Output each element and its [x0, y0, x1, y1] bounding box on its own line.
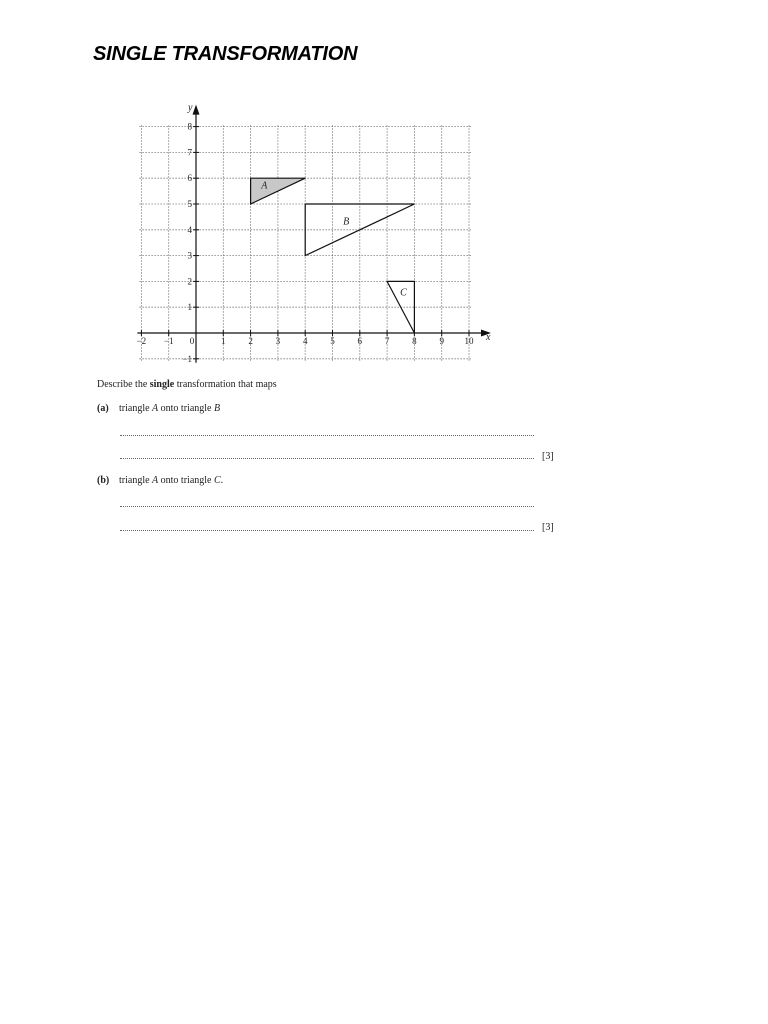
triangle-label-a: A	[261, 180, 268, 192]
x-tick-label: 6	[357, 336, 363, 346]
y-tick-label: 3	[187, 250, 192, 261]
y-tick-label: 7	[187, 147, 192, 158]
triangle-a	[251, 178, 306, 204]
x-tick-label: 2	[248, 336, 253, 346]
y-tick-label: 8	[187, 121, 192, 132]
page-title: SINGLE TRANSFORMATION	[93, 43, 358, 65]
answer-line-a1[interactable]	[120, 435, 534, 436]
y-axis-label: y	[188, 102, 193, 114]
x-axis-label: x	[486, 332, 491, 343]
x-tick-label: 0	[189, 336, 195, 346]
x-tick-label: 9	[439, 336, 444, 346]
y-axis-arrow	[193, 105, 200, 115]
x-tick-label: 5	[330, 336, 335, 346]
x-tick-label: 7	[384, 336, 390, 346]
y-tick-label: 6	[187, 173, 192, 184]
x-tick-label: 3	[275, 336, 281, 346]
answer-line-b1[interactable]	[120, 506, 534, 507]
triangle-label-c: C	[400, 287, 407, 299]
marks-b: [3]	[542, 522, 554, 533]
y-tick-label: 2	[187, 276, 192, 287]
y-tick-label: 5	[187, 199, 192, 209]
question-part-b: (b) triangle A onto triangle C.	[97, 475, 224, 486]
x-tick-label: 4	[302, 336, 308, 346]
question-part-a: (a) triangle A onto triangle B	[97, 403, 221, 414]
x-tick-label: 8	[412, 336, 417, 346]
triangle-label-b: B	[343, 216, 350, 228]
x-tick-label: −1	[163, 336, 174, 346]
x-tick-label: −2	[136, 336, 147, 346]
y-tick-label: −1	[182, 353, 192, 364]
question-intro: Describe the single transformation that maps	[97, 379, 277, 390]
answer-line-a2[interactable]	[120, 458, 534, 459]
x-tick-label: 10	[464, 336, 474, 346]
answer-line-b2[interactable]	[120, 530, 534, 531]
marks-a: [3]	[542, 451, 554, 462]
y-tick-label: 4	[187, 224, 192, 235]
y-tick-label: 1	[187, 302, 192, 313]
x-tick-label: 1	[221, 336, 226, 346]
